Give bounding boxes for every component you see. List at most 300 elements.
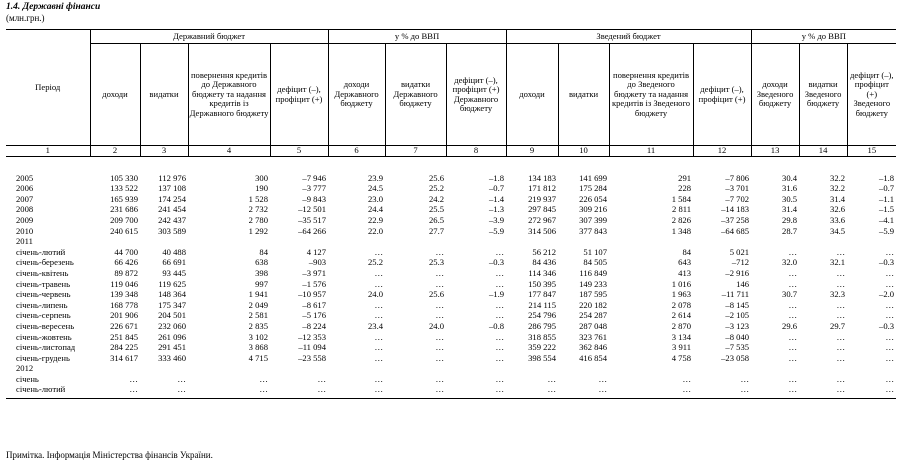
period-cell: 2007 [16, 193, 34, 204]
value-cell: … [547, 373, 557, 384]
value-cell: –0.7 [488, 183, 505, 194]
value-cell: 23.4 [367, 320, 384, 331]
col-header-2: доходи [90, 44, 140, 146]
col-number: 15 [847, 146, 896, 157]
table-row [6, 311, 896, 322]
group-consolidated-budget: Зведений бюджет [506, 30, 751, 44]
value-cell: 134 183 [528, 172, 557, 183]
header-row-numbers [6, 146, 896, 157]
period-cell: січень-лютий [16, 384, 66, 395]
value-cell: … [885, 278, 895, 289]
value-cell: –2.0 [879, 289, 895, 300]
value-cell: 2 614 [671, 310, 692, 321]
value-cell: 22.0 [367, 225, 384, 236]
value-cell: –12 501 [298, 204, 327, 215]
value-cell: 4 758 [671, 352, 692, 363]
value-cell: 413 [678, 267, 692, 278]
value-cell: 228 [678, 183, 692, 194]
value-cell [328, 364, 385, 375]
units-label: (млн.грн.) [6, 13, 45, 23]
value-cell: … [495, 384, 505, 395]
value-cell: 242 437 [158, 214, 186, 225]
period-cell: січень-червень [16, 289, 71, 300]
value-cell: 148 364 [158, 289, 186, 300]
value-cell: 284 225 [110, 342, 138, 353]
value-cell: 30.5 [782, 193, 798, 204]
value-cell: 201 906 [110, 310, 138, 321]
value-cell: 32.3 [830, 289, 846, 300]
table-row [6, 247, 896, 258]
value-cell: … [885, 310, 895, 321]
value-cell: 141 699 [579, 172, 608, 183]
value-cell: –64 266 [298, 225, 327, 236]
value-cell: –0.3 [879, 320, 895, 331]
value-cell: 171 812 [528, 183, 557, 194]
value-cell: –0.7 [879, 183, 895, 194]
value-cell [799, 364, 847, 375]
value-cell: … [788, 278, 798, 289]
value-cell: 2 870 [671, 320, 692, 331]
value-cell: … [788, 342, 798, 353]
value-cell: 25.2 [428, 183, 445, 194]
value-cell: 114 346 [528, 267, 557, 278]
value-cell: … [682, 373, 692, 384]
value-cell: … [885, 352, 895, 363]
value-cell: … [885, 331, 895, 342]
value-cell: 190 [255, 183, 268, 194]
table-row [6, 268, 896, 279]
value-cell: 177 847 [528, 289, 557, 300]
value-cell: 214 115 [528, 299, 557, 310]
value-cell: –8 224 [302, 320, 327, 331]
value-cell: 398 [255, 267, 268, 278]
value-cell: 232 060 [158, 320, 186, 331]
spacer-row [6, 157, 896, 174]
value-cell: … [435, 246, 445, 257]
value-cell: … [885, 342, 895, 353]
table-row [6, 173, 896, 184]
value-cell: –14 183 [721, 204, 750, 215]
value-cell: 3 911 [672, 342, 692, 353]
value-cell: 175 284 [579, 183, 608, 194]
value-cell: –5.9 [488, 225, 505, 236]
value-cell: 84 436 [532, 257, 557, 268]
value-cell: … [259, 373, 268, 384]
value-cell: 209 700 [110, 214, 138, 225]
period-cell: 2010 [16, 225, 34, 236]
value-cell: –2 105 [725, 310, 750, 321]
value-cell [90, 364, 140, 375]
value-cell: 137 108 [158, 183, 186, 194]
value-cell: 241 454 [158, 204, 186, 215]
value-cell: 34.5 [830, 225, 846, 236]
value-cell: 116 849 [579, 267, 608, 278]
value-cell: … [885, 373, 895, 384]
value-cell: 28.7 [782, 225, 798, 236]
value-cell [446, 237, 506, 248]
value-cell: –1.8 [488, 172, 505, 183]
value-cell: 254 796 [528, 310, 557, 321]
period-cell: січень-вересень [16, 320, 75, 331]
value-cell: –7 946 [302, 172, 327, 183]
value-cell: … [885, 384, 895, 395]
value-cell: –11 094 [298, 342, 327, 353]
value-cell: 29.7 [830, 320, 846, 331]
value-cell: 23.0 [367, 193, 384, 204]
value-cell [90, 237, 140, 248]
value-cell: … [788, 384, 798, 395]
value-cell [270, 364, 328, 375]
value-cell: –37 258 [721, 214, 750, 225]
table-body [6, 173, 896, 395]
value-cell [847, 364, 896, 375]
value-cell: 251 845 [110, 331, 138, 342]
value-cell: –8 617 [302, 299, 327, 310]
value-cell: … [177, 384, 186, 395]
value-cell: 139 348 [110, 289, 138, 300]
value-cell [609, 364, 693, 375]
value-cell: –5.9 [879, 225, 895, 236]
value-cell: … [435, 342, 445, 353]
value-cell: 146 [736, 278, 750, 289]
value-cell: … [495, 310, 505, 321]
value-cell: … [788, 352, 798, 363]
col-number: 8 [446, 146, 506, 157]
value-cell: 638 [255, 257, 268, 268]
value-cell: –10 957 [298, 289, 327, 300]
value-cell: … [788, 267, 798, 278]
value-cell: 226 054 [579, 193, 608, 204]
value-cell: … [435, 267, 445, 278]
table-title: 1.4. Державні фінанси [6, 2, 101, 12]
value-cell: … [374, 352, 384, 363]
value-cell: … [836, 331, 846, 342]
table-row [6, 205, 896, 216]
value-cell: … [495, 246, 505, 257]
table-row [6, 194, 896, 205]
col-header-9: доходи [506, 44, 558, 146]
value-cell: –64 685 [721, 225, 750, 236]
value-cell: 220 182 [579, 299, 608, 310]
value-cell: … [836, 342, 846, 353]
col-number: 14 [799, 146, 847, 157]
value-cell: … [788, 246, 798, 257]
value-cell: –23 558 [298, 352, 327, 363]
value-cell: 24.4 [367, 204, 384, 215]
value-cell: –0.3 [879, 257, 895, 268]
value-cell: 318 855 [528, 331, 557, 342]
table-bottom-rule [6, 395, 896, 399]
value-cell: … [598, 373, 608, 384]
col-header-8: дефіцит (–), профіцит (+) Державного бюджету [446, 44, 506, 146]
value-cell: 1 348 [671, 225, 692, 236]
group-state-gdp: у % до ВВП [328, 30, 506, 44]
value-cell: 643 [678, 257, 692, 268]
value-cell: 27.7 [428, 225, 445, 236]
col-number: 9 [506, 146, 558, 157]
value-cell: … [836, 352, 846, 363]
value-cell: 25.6 [428, 289, 445, 300]
col-header-12: дефіцит (–), профіцит (+) [693, 44, 751, 146]
col-number: 1 [6, 146, 90, 157]
value-cell: 333 460 [158, 352, 186, 363]
value-cell: … [495, 331, 505, 342]
value-cell: … [682, 384, 692, 395]
table-row [6, 215, 896, 226]
table-row [6, 226, 896, 237]
value-cell: … [836, 299, 846, 310]
col-number: 13 [751, 146, 799, 157]
value-cell: 174 254 [158, 193, 186, 204]
value-cell: 165 939 [110, 193, 138, 204]
table-row [6, 374, 896, 385]
value-cell: … [836, 310, 846, 321]
value-cell: 149 233 [579, 278, 608, 289]
value-cell: 119 625 [158, 278, 186, 289]
value-cell: … [177, 373, 186, 384]
value-cell: –903 [308, 257, 327, 268]
value-cell: 300 [255, 172, 268, 183]
value-cell: 29.6 [782, 320, 798, 331]
period-cell: 2012 [16, 363, 34, 374]
value-cell: –8 040 [725, 331, 750, 342]
value-cell: 254 287 [579, 310, 608, 321]
period-header: Період [6, 30, 90, 146]
col-number: 5 [270, 146, 328, 157]
value-cell: 105 330 [110, 172, 138, 183]
value-cell: 24.5 [367, 183, 384, 194]
value-cell: –1 576 [302, 278, 327, 289]
value-cell: 416 854 [579, 352, 608, 363]
value-cell [693, 364, 751, 375]
value-cell [446, 364, 506, 375]
value-cell: 29.8 [782, 214, 798, 225]
value-cell: 32.2 [830, 172, 846, 183]
value-cell: 240 615 [110, 225, 138, 236]
value-cell: –1.5 [879, 204, 895, 215]
value-cell [751, 237, 799, 248]
value-cell: … [374, 342, 384, 353]
value-cell: 226 671 [110, 320, 138, 331]
value-cell: … [788, 331, 798, 342]
value-cell: … [374, 331, 384, 342]
period-cell: січень-серпень [16, 310, 71, 321]
value-cell: 286 795 [528, 320, 557, 331]
value-cell: 24.2 [428, 193, 445, 204]
value-cell: –3 701 [725, 183, 750, 194]
value-cell: 219 937 [528, 193, 557, 204]
value-cell: 287 048 [579, 320, 608, 331]
value-cell [385, 237, 446, 248]
value-cell [558, 364, 609, 375]
col-header-4: повернення кредитів до Державного бюджету та надання кредитів із Державного бюджету [188, 44, 270, 146]
value-cell: … [435, 299, 445, 310]
value-cell [140, 237, 188, 248]
value-cell: 66 691 [162, 257, 186, 268]
col-header-6: доходи Державного бюджету [328, 44, 385, 146]
period-cell: січень-липень [16, 299, 68, 310]
value-cell: –1.1 [879, 193, 895, 204]
value-cell: … [129, 373, 138, 384]
value-cell [328, 237, 385, 248]
period-cell: січень-грудень [16, 352, 70, 363]
value-cell: –1.9 [488, 289, 505, 300]
value-cell: 309 216 [579, 204, 608, 215]
value-cell: 31.6 [782, 183, 798, 194]
value-cell: … [598, 384, 608, 395]
group-consolidated-gdp: у % до ВВП [751, 30, 896, 44]
table-row [6, 300, 896, 311]
col-header-14: видатки Зведеного бюджету [799, 44, 847, 146]
value-cell [270, 237, 328, 248]
col-number: 4 [188, 146, 270, 157]
value-cell: 175 347 [158, 299, 186, 310]
col-number: 12 [693, 146, 751, 157]
value-cell: 31.4 [830, 193, 846, 204]
value-cell: 44 700 [114, 246, 138, 257]
year-row [6, 364, 896, 375]
value-cell: 2 826 [671, 214, 692, 225]
value-cell: … [374, 373, 384, 384]
footnote: Примітка. Інформація Міністерства фінансів України. [6, 450, 213, 460]
value-cell: 32.1 [830, 257, 846, 268]
value-cell: 297 845 [528, 204, 557, 215]
value-cell: … [788, 373, 798, 384]
value-cell: 4 127 [306, 246, 327, 257]
value-cell: 24.0 [428, 320, 445, 331]
value-cell: 307 399 [579, 214, 608, 225]
col-number: 7 [385, 146, 446, 157]
value-cell: –5 176 [302, 310, 327, 321]
table-row [6, 353, 896, 364]
value-cell: –3 777 [302, 183, 327, 194]
value-cell: 32.6 [830, 204, 846, 215]
value-cell: 66 426 [114, 257, 138, 268]
value-cell: 359 222 [528, 342, 557, 353]
value-cell: 89 872 [114, 267, 138, 278]
value-cell: 33.6 [830, 214, 846, 225]
table-row [6, 279, 896, 290]
value-cell: 997 [255, 278, 268, 289]
value-cell: … [740, 373, 750, 384]
year-row [6, 237, 896, 248]
value-cell: –12 353 [298, 331, 327, 342]
value-cell: 2 732 [248, 204, 268, 215]
value-cell: 32.2 [830, 183, 846, 194]
value-cell: 4 715 [248, 352, 268, 363]
value-cell [609, 237, 693, 248]
value-cell: –7 806 [725, 172, 750, 183]
period-cell: 2005 [16, 172, 34, 183]
value-cell [693, 237, 751, 248]
value-cell: … [547, 384, 557, 395]
value-cell: 2 835 [248, 320, 268, 331]
value-cell [188, 364, 270, 375]
value-cell [188, 237, 270, 248]
value-cell: 23.9 [367, 172, 384, 183]
header-row-groups [6, 30, 896, 44]
period-cell: 2009 [16, 214, 34, 225]
value-cell: 24.0 [367, 289, 384, 300]
value-cell: … [788, 310, 798, 321]
period-cell: січень-травень [16, 278, 71, 289]
value-cell: 112 976 [158, 172, 186, 183]
period-cell: 2006 [16, 183, 34, 194]
table-row [6, 184, 896, 195]
value-cell: –0.3 [488, 257, 505, 268]
value-cell: 2 049 [248, 299, 268, 310]
table-row [6, 258, 896, 269]
value-cell: 84 [259, 246, 268, 257]
period-cell: січень-листопад [16, 342, 76, 353]
value-cell: 291 451 [158, 342, 186, 353]
value-cell: 2 811 [672, 204, 692, 215]
col-header-10: видатки [558, 44, 609, 146]
value-cell: 377 843 [579, 225, 608, 236]
col-number: 6 [328, 146, 385, 157]
value-cell: 3 102 [248, 331, 268, 342]
value-cell: … [885, 299, 895, 310]
value-cell: 2 581 [248, 310, 268, 321]
value-cell: … [885, 267, 895, 278]
value-cell: … [435, 278, 445, 289]
value-cell: … [495, 342, 505, 353]
value-cell: 3 134 [671, 331, 692, 342]
value-cell: 5 021 [729, 246, 750, 257]
value-cell: … [374, 299, 384, 310]
value-cell: –3.9 [488, 214, 505, 225]
value-cell: … [836, 267, 846, 278]
col-number: 11 [609, 146, 693, 157]
value-cell: … [317, 373, 327, 384]
value-cell: –3 123 [725, 320, 750, 331]
value-cell: 93 445 [162, 267, 186, 278]
value-cell: 303 589 [158, 225, 186, 236]
value-cell: 22.9 [367, 214, 384, 225]
value-cell: … [495, 278, 505, 289]
value-cell: 1 941 [248, 289, 268, 300]
period-cell: січень-жовтень [16, 331, 72, 342]
value-cell: 362 846 [579, 342, 608, 353]
value-cell [385, 364, 446, 375]
value-cell: … [435, 310, 445, 321]
value-cell: –11 711 [721, 289, 750, 300]
table-row [6, 321, 896, 332]
value-cell: … [495, 373, 505, 384]
value-cell: 31.4 [782, 204, 798, 215]
value-cell: … [836, 246, 846, 257]
value-cell: 168 778 [110, 299, 138, 310]
value-cell: … [374, 246, 384, 257]
value-cell: 150 395 [528, 278, 557, 289]
period-cell: січень-березень [16, 257, 74, 268]
value-cell: … [374, 384, 384, 395]
value-cell: –9 843 [302, 193, 327, 204]
value-cell: 56 212 [532, 246, 557, 257]
value-cell: … [836, 373, 846, 384]
header-row-columns [6, 44, 896, 146]
col-number: 10 [558, 146, 609, 157]
value-cell: … [317, 384, 327, 395]
value-cell [140, 364, 188, 375]
value-cell: … [495, 299, 505, 310]
col-header-7: видатки Державного бюджету [385, 44, 446, 146]
value-cell: 30.4 [782, 172, 798, 183]
value-cell: –2 916 [725, 267, 750, 278]
value-cell: –1.4 [488, 193, 505, 204]
col-header-3: видатки [140, 44, 188, 146]
value-cell: 398 554 [528, 352, 557, 363]
